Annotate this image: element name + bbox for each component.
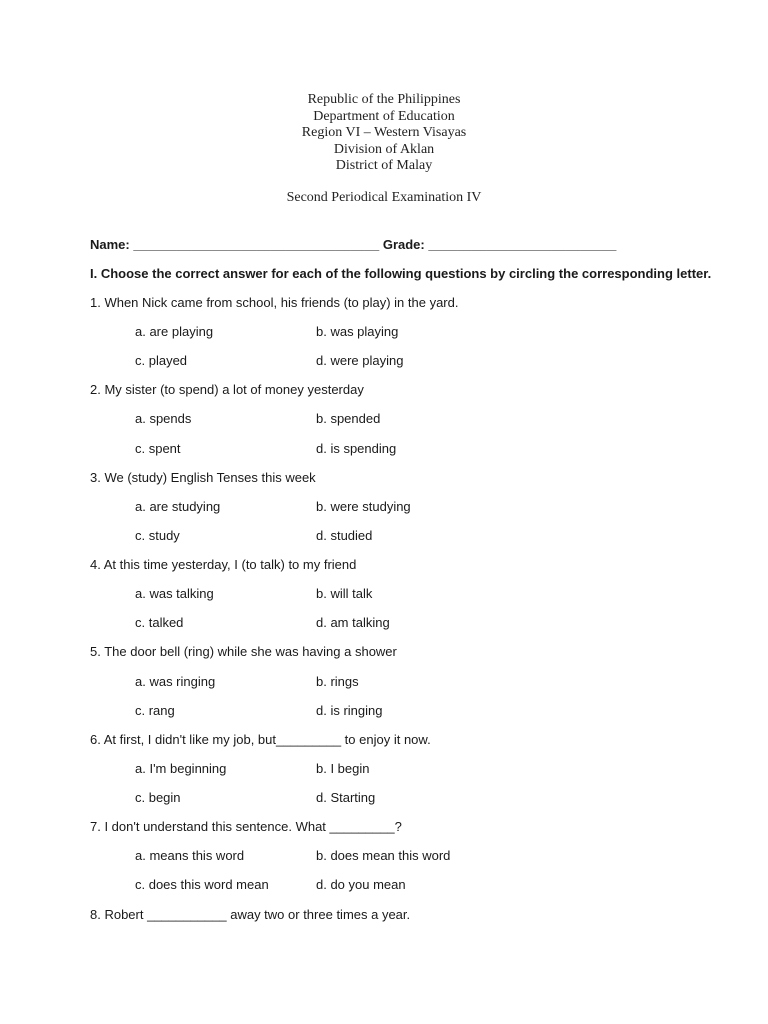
name-label: Name:: [90, 237, 130, 252]
question-6-option-c: c. begin: [135, 790, 181, 805]
question-1-option-d: d. were playing: [316, 353, 404, 368]
question-4-option-a: a. was talking: [135, 586, 214, 601]
question-7-option-d: d. do you mean: [316, 877, 406, 892]
header-department: Department of Education: [313, 108, 455, 124]
question-7-option-c: c. does this word mean: [135, 877, 269, 892]
question-1-option-a: a. are playing: [135, 324, 214, 339]
question-2-option-c: c. spent: [135, 441, 181, 456]
student-info-line: [90, 237, 616, 252]
question-7-option-a: a. means this word: [135, 848, 245, 863]
question-7-option-b: b. does mean this word: [316, 848, 451, 863]
question-1-option-b: b. was playing: [316, 324, 399, 339]
section-instructions: I. Choose the correct answer for each of the following questions by circling the corresponding letter.: [90, 266, 712, 281]
header-division: Division of Aklan: [333, 141, 435, 157]
question-6-option-b: b. I begin: [316, 761, 370, 776]
question-5-option-d: d. is ringing: [316, 703, 383, 718]
question-6-option-a: a. I'm beginning: [135, 761, 227, 776]
question-3-option-c: c. study: [135, 528, 180, 543]
question-5-option-c: c. rang: [135, 703, 175, 718]
question-6-option-d: d. Starting: [316, 790, 376, 805]
question-7: 7. I don't understand this sentence. What _________?: [90, 819, 402, 834]
question-3-option-d: d. studied: [316, 528, 373, 543]
question-2: 2. My sister (to spend) a lot of money yesterday: [90, 382, 364, 397]
question-4-option-b: b. will talk: [316, 586, 373, 601]
question-4-option-c: c. talked: [135, 615, 184, 630]
question-3-option-b: b. were studying: [316, 499, 411, 514]
question-1: 1. When Nick came from school, his friends (to play) in the yard.: [90, 295, 459, 310]
question-3: 3. We (study) English Tenses this week: [90, 470, 316, 485]
header-district: District of Malay: [335, 158, 433, 174]
header-region: Region VI – Western Visayas: [301, 125, 467, 141]
exam-title: Second Periodical Examination IV: [286, 190, 482, 205]
header-country: Republic of the Philippines: [307, 92, 461, 107]
grade-label: Grade:: [382, 237, 425, 252]
question-5: 5. The door bell (ring) while she was having a shower: [90, 644, 397, 659]
question-4-option-d: d. am talking: [316, 615, 390, 630]
question-2-option-a: a. spends: [135, 411, 192, 426]
question-5-option-a: a. was ringing: [135, 674, 216, 689]
question-1-option-c: c. played: [135, 353, 188, 368]
question-2-option-b: b. spended: [316, 411, 381, 426]
question-2-option-d: d. is spending: [316, 441, 397, 456]
name-blank: __________________________________: [133, 237, 380, 252]
question-8: 8. Robert ___________ away two or three times a year.: [90, 907, 411, 922]
question-5-option-b: b. rings: [316, 674, 359, 689]
question-6: 6. At first, I didn't like my job, but_________ to enjoy it now.: [90, 732, 431, 747]
question-4: 4. At this time yesterday, I (to talk) to my friend: [90, 557, 357, 572]
question-3-option-a: a. are studying: [135, 499, 221, 514]
document-header: [0, 92, 768, 175]
grade-blank: __________________________: [428, 237, 617, 252]
